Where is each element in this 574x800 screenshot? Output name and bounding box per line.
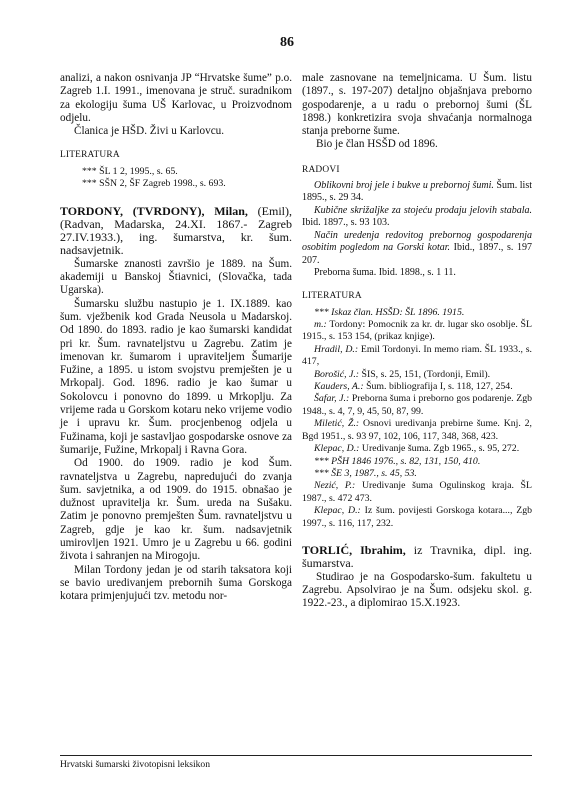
lit-author: m.: <box>314 319 327 331</box>
entry-header <box>60 205 292 258</box>
entry-name: TORLIĆ, Ibrahim, <box>302 542 406 557</box>
work-source: Preborna šuma. Ibid. 1898., s. 1 11. <box>314 266 456 278</box>
literature-item <box>302 418 532 443</box>
lit-source: Preborna šuma i preborno gos podarenje. Zgb 1948., s. 4, 7, 9, 45, 50, 87, 99. <box>302 393 532 417</box>
lit-author: *** Iskaz član. HSŠD: ŠL 1896. 1915. <box>314 306 465 318</box>
lit-source: Iz šum. povijesti Gorskoga kotara..., Zgb 1997., s. 116, 117, 232. <box>302 505 533 529</box>
entry-name: TORDONY, (TVRDONY), Milan, <box>60 203 248 218</box>
literature-heading: LITERATURA <box>302 291 362 302</box>
work-item <box>302 205 532 230</box>
body-paragraph: Milan Tordony jedan je od starih taksatora koji se bavio uredivanjem prebornih šuma Gorskoga kotara primjenjujući tzv. metodu nor- <box>60 563 292 603</box>
literature-item <box>302 456 532 468</box>
lit-author: Šafar, J.: <box>314 393 350 405</box>
left-column <box>60 72 292 604</box>
lit-source: Emil Tordonyi. In memo riam. ŠL 1933., s. 417, <box>302 343 532 368</box>
lit-author: *** PŠH 1846 1976., s. 82, 131, 150, 410. <box>314 455 481 467</box>
literature-item <box>302 307 532 319</box>
literature-list <box>60 166 292 191</box>
lit-author: Borošić, J.: <box>314 368 360 380</box>
entry-details: iz Travnika, dipl. ing. šumarstva. <box>302 542 532 571</box>
work-item <box>302 230 532 267</box>
literature-item: *** SŠN 2, ŠF Zagreb 1998., s. 693. <box>82 178 226 190</box>
literature-item <box>302 319 532 344</box>
literature-item <box>302 480 532 505</box>
intro-paragraph: analizi, a nakon osnivanja JP “Hrvatske šume” p.o. Zagreb 1.I. 1991., imenovana je struč. suradnikom za ekologiju šuma UŠ Karlovac, u Proizvodnom odjelu. <box>60 72 292 124</box>
work-title: Kubične skrižaljke za stojeću prodaju jelovih stabala. <box>314 204 532 216</box>
page-footer: Hrvatski šumarski životopisni leksikon <box>60 755 532 770</box>
work-source: Ibid., 1897., s. 197 207. <box>302 242 533 266</box>
lit-source: Uredivanje šuma Ogulinskog kraja. ŠL 1987., s. 472 473. <box>302 480 532 504</box>
lit-source: Osnovi uredivanja prebirne šume. Knj. 2, Bgd 1951., s. 93 97, 102, 106, 117, 348, 368, 423. <box>302 418 533 442</box>
literature-item <box>302 344 532 369</box>
entry-details: (Emil), (Radvan, Madarska, 24.XI. 1867.- Zagreb 27.IV.1933.), ing. šumarstva, kr. šum. nadsavjetnik. <box>60 203 292 258</box>
lit-author: Miletić, Ž.: <box>314 418 360 430</box>
member-note: Članica je HŠD. Živi u Karlovcu. <box>74 125 225 138</box>
page-number: 86 <box>280 35 294 50</box>
lit-author: Kauders, A.: <box>314 381 364 393</box>
works-heading: RADOVI <box>302 164 340 175</box>
works-list <box>302 180 532 279</box>
work-source: Ibid. 1897., s. 93 103. <box>302 217 390 229</box>
work-item <box>302 267 532 279</box>
body-paragraph: Šumarske znanosti završio je 1889. na Šum. akademiji u Banskoj Štiavnici, (Slovačka, tada Ugarska). <box>60 257 292 297</box>
body-paragraph: Šumarsku službu nastupio je 1. IX.1889. kao šum. vježbenik kod Grada Neusola u Madarskoj. Od 1890. do 1893. radio je kao šumarski kandidat pri kr. Šum. ravnateljstvu u Zagrebu. Zatim je imenovan kr. šumarom i upraviteljem Šumarije Fužine, a 1895. u istom svojstvu premješten je u Mrkopalj. God. 1896. radio je kao šumar u Sokolovcu i ponovno do 1899. u Mrkoplju. Za vrijeme rada u Gorskom kotaru neko vrijeme vodio je i upravu kr. Šum. procjenbenog odjela u Fužinama, koji je sastavljao gospodarske osnove za šumarije, Fužine, Mrkopalj i Ravna Gora. <box>60 297 292 456</box>
lit-source: Tordony: Pomocnik za kr. dr. lugar sko osoblje. ŠL 1915., s. 153 154, (prikaz knjige). <box>302 319 532 343</box>
lit-author: *** ŠE 3, 1987., s. 45, 53. <box>314 467 417 479</box>
literature-item <box>302 468 532 480</box>
literature-heading: LITERATURA <box>60 150 120 161</box>
lit-author: Hradil, D.: <box>314 343 359 355</box>
right-column <box>302 72 532 610</box>
work-title: Način uredenja redovitog prebornog gospodarenja osobitim pogledom na Gorski kotar. <box>302 229 532 254</box>
lit-source: ŠIS, s. 25, 151, (Tordonji, Emil). <box>359 368 491 380</box>
lit-source: Šum. bibliografija I, s. 118, 127, 254. <box>363 381 513 393</box>
lit-author: Nezić, P.: <box>314 480 356 492</box>
entry-header <box>302 544 532 571</box>
body-paragraph: Od 1900. do 1909. radio je kod Šum. ravnateljstva u Zagrebu, napredujući do zvanja šum. savjetnika, a od 1909. do 1915. obnašao je dužnost upravitelja kr. Šum. ureda na Sušaku. Zatim je ponovno premješten Šum. ravnateljstvu u Zagreb, gdje je kao kr. šum. nadsavjetnik umirovljen 1921. Umro je u Zagrebu u 66. godini života i sahranjen na Mirogoju. <box>60 457 292 563</box>
continuation-paragraph: male zasnovane na temeljnicama. U Šum. listu (1897., s. 197-207) detaljno objašnjava preborno gospodarenje, a u radu o prebornoj šumi (ŠL 1898.) konkretizira svoja shvaćanja normalnoga stanja preborne šume. <box>302 72 532 138</box>
work-title: Oblikovni broj jele i bukve u prebornoj šumi. <box>314 180 494 192</box>
work-item <box>302 180 532 205</box>
literature-item <box>302 505 532 530</box>
literature-item <box>302 369 532 381</box>
lit-source: Uredivanje šuma. Zgb 1965., s. 95, 272. <box>359 443 520 455</box>
work-source: Šum. list 1895., s. 29 34. <box>302 180 532 204</box>
lit-author: Klepac, D.: <box>314 443 360 455</box>
literature-item: *** ŠL 1 2, 1995., s. 65. <box>82 165 178 177</box>
literature-list <box>302 307 532 530</box>
literature-item <box>302 443 532 455</box>
lit-author: Klepac, D.: <box>314 505 361 517</box>
body-paragraph: Studirao je na Gospodarsko-šum. fakultetu u Zagrebu. Apsolvirao je na Šum. odsjeku skol. g. 1922.-23., a diplomirao 15.X.1923. <box>302 570 532 610</box>
member-note: Bio je član HSŠD od 1896. <box>316 138 438 151</box>
literature-item <box>302 381 532 393</box>
literature-item <box>302 393 532 418</box>
